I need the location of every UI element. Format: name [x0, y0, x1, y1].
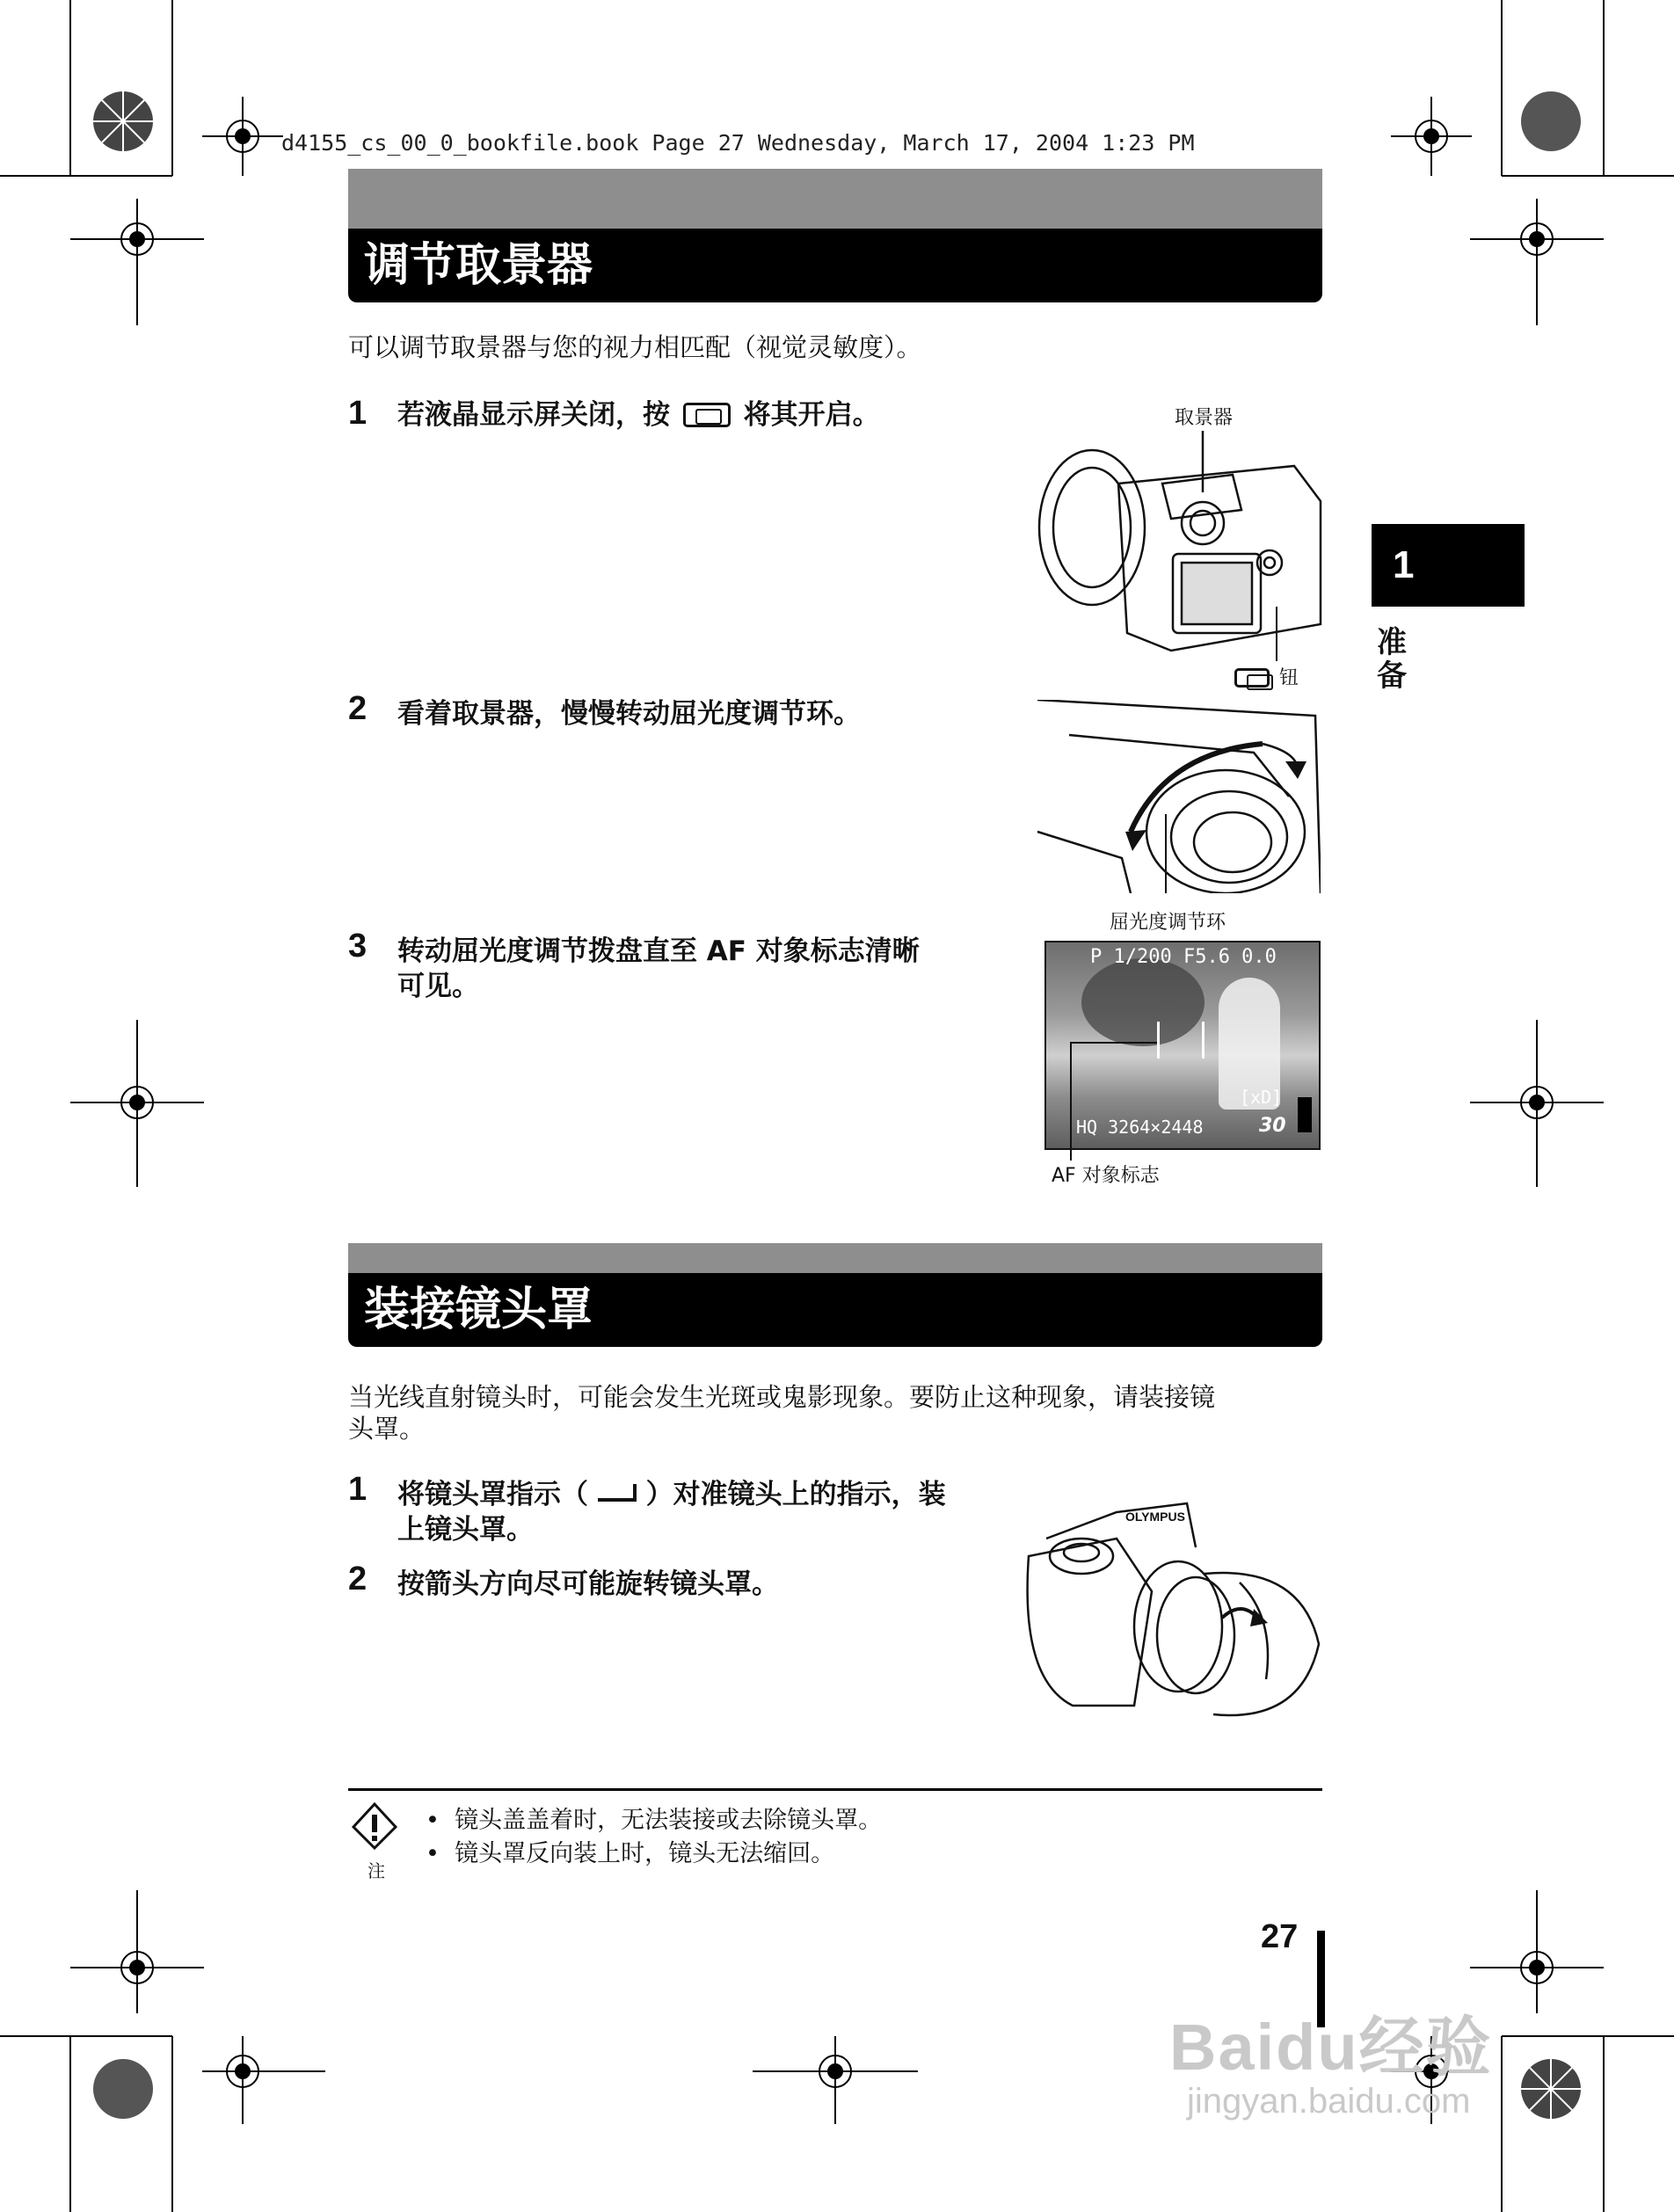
- watermark-logo: Baidu经验: [1169, 2011, 1493, 2084]
- figure-caption-diopter-ring: 屈光度调节环: [1110, 912, 1226, 934]
- file-header: d4155_cs_00_0_bookfile.book Page 27 Wednesday, March 17, 2004 1:23 PM: [281, 130, 1195, 156]
- step-number: 1: [348, 395, 368, 432]
- lcd-bottom-readout: HQ 3264×2448: [1076, 1117, 1204, 1138]
- note-divider: [348, 1788, 1322, 1791]
- step-number: 1: [348, 1471, 368, 1508]
- camera-back-illustration: [1030, 431, 1336, 686]
- section-band: [348, 169, 1322, 229]
- monitor-button-icon: [683, 403, 731, 427]
- step-text-after: 将其开启。: [743, 399, 880, 431]
- step-number: 2: [348, 690, 368, 727]
- step-number: 3: [348, 928, 368, 964]
- chapter-label: 准备: [1377, 625, 1407, 694]
- section-band: [348, 1243, 1322, 1275]
- lcd-card-indicator: [xD]: [1240, 1087, 1283, 1108]
- note-bullet-1: • 镜头盖盖着时，无法装接或去除镜头罩。: [426, 1807, 883, 1834]
- section-intro-line1: 当光线直射镜头时，可能会发生光斑或鬼影现象。要防止这种现象，请装接镜: [348, 1382, 1216, 1412]
- section-intro: 可以调节取景器与您的视力相匹配（视觉灵敏度）。: [348, 332, 922, 362]
- step-text: [397, 397, 880, 433]
- section-title: 调节取景器: [364, 239, 593, 292]
- af-mark-leader-line: [1055, 1037, 1187, 1169]
- step-text-line2: 上镜头罩。: [397, 1514, 534, 1546]
- hood-index-icon: [598, 1484, 637, 1502]
- step-number: 2: [348, 1561, 368, 1597]
- step-text-line2: 可见。: [397, 971, 479, 1002]
- step-text: 按箭头方向尽可能旋转镜头罩。: [397, 1568, 779, 1600]
- section-intro-line2: 头罩。: [348, 1414, 426, 1444]
- lcd-frame-count: 30: [1259, 1115, 1286, 1137]
- figure-caption-af-mark: AF 对象标志: [1052, 1165, 1160, 1187]
- camera-brand-text: OLYMPUS: [1125, 1510, 1185, 1524]
- watermark-url: jingyan.baidu.com: [1187, 2082, 1471, 2121]
- step-text: 看着取景器，慢慢转动屈光度调节环。: [397, 698, 861, 730]
- step-text-line1: 将镜头罩指示（ ）对准镜头上的指示，装: [397, 1479, 946, 1510]
- figure-caption-button: 钮: [1231, 663, 1299, 690]
- section-title: 装接镜头罩: [364, 1284, 593, 1336]
- lcd-top-readout: P 1/200 F5.6 0.0: [1090, 946, 1277, 968]
- diopter-ring-illustration: [1034, 700, 1321, 893]
- page-number: 27: [1261, 1918, 1299, 1955]
- figure-caption-viewfinder: 取景器: [1175, 407, 1234, 429]
- caution-icon: [352, 1802, 397, 1850]
- chapter-tab: 1: [1372, 524, 1525, 607]
- note-label: 注: [368, 1860, 385, 1881]
- monitor-button-icon: [1234, 668, 1270, 688]
- step-text-line1: 转动屈光度调节拨盘直至 AF 对象标志清晰: [397, 935, 920, 967]
- lens-hood-illustration: [1011, 1486, 1322, 1741]
- note-bullet-2: • 镜头罩反向装上时，镜头无法缩回。: [426, 1840, 835, 1867]
- step-text-before: 若液晶显示屏关闭，按: [397, 399, 670, 431]
- lcd-battery-bar: [1298, 1097, 1312, 1132]
